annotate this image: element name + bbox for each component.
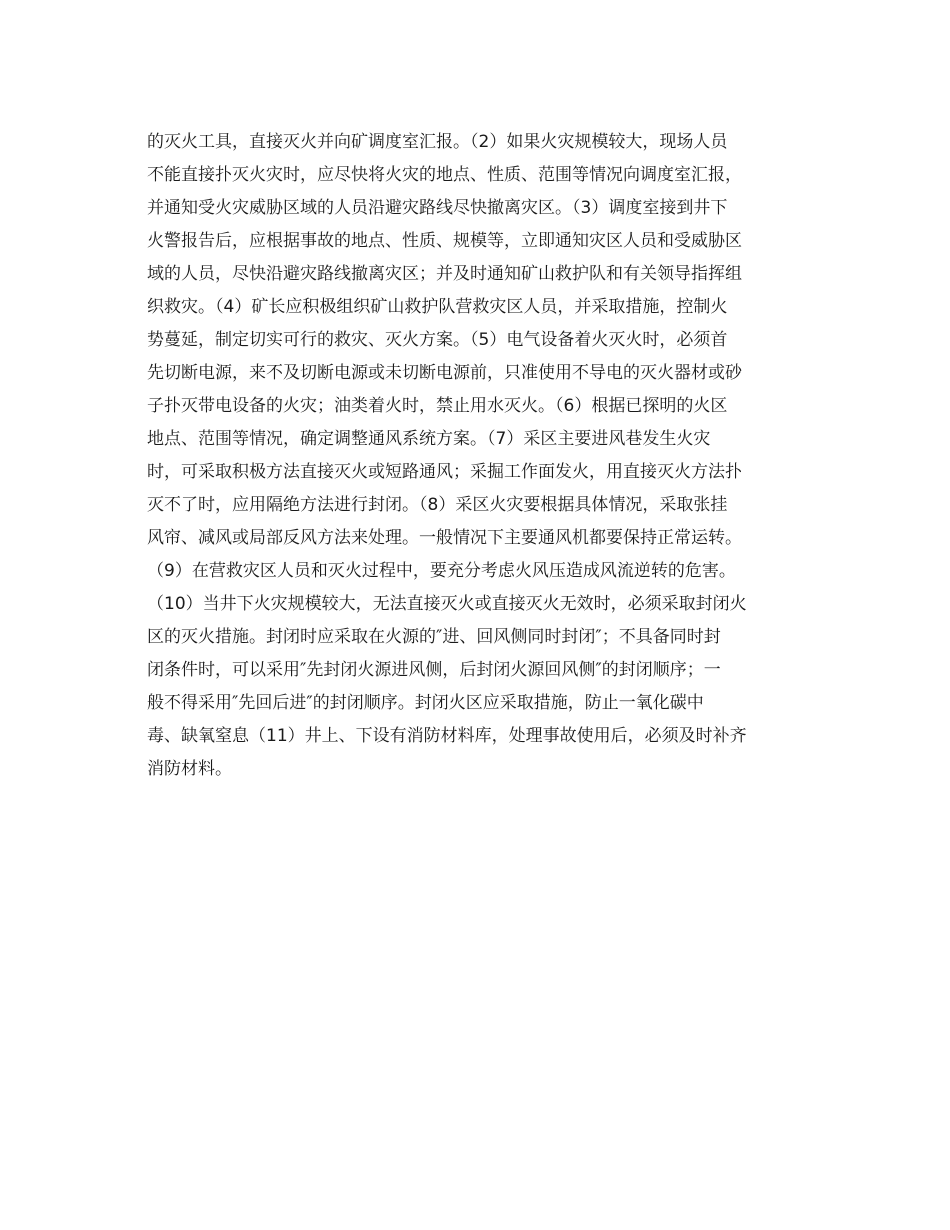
text-line: 子扑灭带电设备的火灾；油类着火时，禁止用水灭火。（6）根据已探明的火区 [147, 396, 728, 416]
text-line: 域的人员，尽快沿避灾路线撤离灾区；并及时通知矿山救护队和有关领导指挥组 [147, 264, 742, 284]
text-line: 先切断电源，来不及切断电源或未切断电源前，只准使用不导电的灭火器材或砂 [147, 363, 742, 383]
text-line: 的灭火工具，直接灭火并向矿调度室汇报。（2）如果火灾规模较大，现场人员 [147, 132, 728, 152]
text-line: （10）当井下火灾规模较大，无法直接灭火或直接灭火无效时，必须采取封闭火 [147, 594, 747, 614]
text-line: 时，可采取积极方法直接灭火或短路通风；采掘工作面发火，用直接灭火方法扑 [147, 462, 742, 482]
text-line: 风帘、减风或局部反风方法来处理。一般情况下主要通风机都要保持正常运转。 [147, 528, 742, 548]
text-line: 地点、范围等情况，确定调整通风系统方案。（7）采区主要进风巷发生火灾 [147, 429, 711, 449]
text-line: 织救灾。（4）矿长应积极组织矿山救护队营救灾区人员，并采取措施，控制火 [147, 297, 728, 317]
text-line: 火警报告后，应根据事故的地点、性质、规模等，立即通知灾区人员和受威胁区 [147, 231, 742, 251]
text-line: 消防材料。 [147, 759, 232, 779]
text-line: 灭不了时，应用隔绝方法进行封闭。（8）采区火灾要根据具体情况，采取张挂 [147, 495, 728, 515]
text-line: 般不得采用″先回后进″的封闭顺序。封闭火区应采取措施，防止一氧化碳中 [147, 693, 704, 713]
text-line: 势蔓延，制定切实可行的救灾、灭火方案。（5）电气设备着火灭火时，必须首 [147, 330, 728, 350]
text-line: 并通知受火灾威胁区域的人员沿避灾路线尽快撤离灾区。（3）调度室接到井下 [147, 198, 728, 218]
text-line: 区的灭火措施。封闭时应采取在火源的″进、回风侧同时封闭″；不具备同时封 [147, 627, 721, 647]
text-line: （9）在营救灾区人员和灭火过程中，要充分考虑火风压造成风流逆转的危害。 [147, 561, 736, 581]
text-line: 不能直接扑灭火灾时，应尽快将火灾的地点、性质、范围等情况向调度室汇报， [147, 165, 742, 185]
document-body [147, 126, 807, 786]
text-line: 毒、缺氧窒息（11）井上、下设有消防材料库，处理事故使用后，必须及时补齐 [147, 726, 747, 746]
text-line: 闭条件时，可以采用″先封闭火源进风侧，后封闭火源回风侧″的封闭顺序；一 [147, 660, 721, 680]
